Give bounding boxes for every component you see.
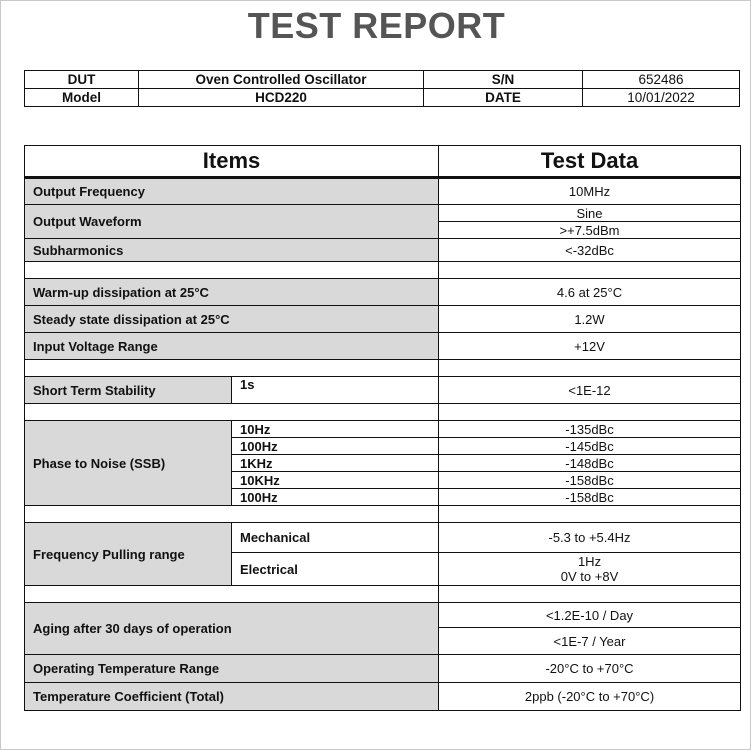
steady-label: Steady state dissipation at 25°C xyxy=(25,306,439,333)
phase-noise-value: -158dBc xyxy=(439,472,741,489)
output-waveform-value-2: >+7.5dBm xyxy=(439,222,741,239)
op-temp-value: -20°C to +70°C xyxy=(439,655,741,683)
pulling-mech-label: Mechanical xyxy=(232,523,439,553)
aging-value-2: <1E-7 / Year xyxy=(439,628,741,655)
table-row xyxy=(25,421,741,438)
date-value: 10/01/2022 xyxy=(583,89,740,107)
pulling-elec-label: Electrical xyxy=(232,553,439,586)
short-term-value: <1E-12 xyxy=(439,377,741,404)
col-items-header: Items xyxy=(25,146,439,178)
dut-label: DUT xyxy=(25,71,139,89)
warmup-label: Warm-up dissipation at 25°C xyxy=(25,279,439,306)
temp-coeff-label: Temperature Coefficient (Total) xyxy=(25,683,439,711)
table-row xyxy=(25,306,741,333)
table-row xyxy=(25,239,741,262)
col-data-header: Test Data xyxy=(439,146,741,178)
dut-value: Oven Controlled Oscillator xyxy=(139,71,424,89)
op-temp-label: Operating Temperature Range xyxy=(25,655,439,683)
table-row xyxy=(25,523,741,553)
table-header-row xyxy=(25,146,741,178)
date-label: DATE xyxy=(424,89,583,107)
header-table xyxy=(24,70,740,107)
report-title: TEST REPORT xyxy=(247,5,506,46)
table-row xyxy=(25,655,741,683)
input-voltage-label: Input Voltage Range xyxy=(25,333,439,360)
model-label: Model xyxy=(25,89,139,107)
phase-noise-freq: 10KHz xyxy=(232,472,439,489)
aging-label: Aging after 30 days of operation xyxy=(25,603,439,655)
phase-noise-value: -148dBc xyxy=(439,455,741,472)
output-waveform-label: Output Waveform xyxy=(25,205,439,239)
output-frequency-value: 10MHz xyxy=(439,178,741,205)
output-frequency-label: Output Frequency xyxy=(25,178,439,205)
table-row xyxy=(25,603,741,628)
sn-label: S/N xyxy=(424,71,583,89)
subharmonics-label: Subharmonics xyxy=(25,239,439,262)
spacer-row xyxy=(25,360,741,377)
pulling-elec-value-2: 0V to +8V xyxy=(560,569,619,584)
subharmonics-value: <-32dBc xyxy=(439,239,741,262)
phase-noise-value: -158dBc xyxy=(439,489,741,506)
pulling-elec-value-1: 1Hz xyxy=(577,554,602,569)
phase-noise-value: -135dBc xyxy=(439,421,741,438)
input-voltage-value: +12V xyxy=(439,333,741,360)
short-term-label: Short Term Stability xyxy=(25,377,232,404)
pulling-label: Frequency Pulling range xyxy=(25,523,232,586)
short-term-sub: 1s xyxy=(232,377,439,404)
table-row xyxy=(25,377,741,404)
temp-coeff-value: 2ppb (-20°C to +70°C) xyxy=(439,683,741,711)
phase-noise-label: Phase to Noise (SSB) xyxy=(25,421,232,506)
spacer-row xyxy=(25,404,741,421)
pulling-elec-value xyxy=(439,553,741,586)
spacer-row xyxy=(25,586,741,603)
steady-value: 1.2W xyxy=(439,306,741,333)
table-row xyxy=(25,178,741,205)
pulling-mech-value: -5.3 to +5.4Hz xyxy=(439,523,741,553)
phase-noise-freq: 100Hz xyxy=(232,489,439,506)
spacer-row xyxy=(25,506,741,523)
aging-value-1: <1.2E-10 / Day xyxy=(439,603,741,628)
spacer-row xyxy=(25,262,741,279)
phase-noise-freq: 10Hz xyxy=(232,421,439,438)
test-data-table xyxy=(24,145,741,711)
warmup-value: 4.6 at 25°C xyxy=(439,279,741,306)
table-row xyxy=(25,279,741,306)
sn-value: 652486 xyxy=(583,71,740,89)
table-row xyxy=(25,333,741,360)
output-waveform-value-1: Sine xyxy=(439,205,741,222)
header-row-model xyxy=(25,89,740,107)
table-row xyxy=(25,205,741,222)
model-value: HCD220 xyxy=(139,89,424,107)
table-row xyxy=(25,683,741,711)
phase-noise-freq: 100Hz xyxy=(232,438,439,455)
phase-noise-freq: 1KHz xyxy=(232,455,439,472)
header-row-dut xyxy=(25,71,740,89)
phase-noise-value: -145dBc xyxy=(439,438,741,455)
